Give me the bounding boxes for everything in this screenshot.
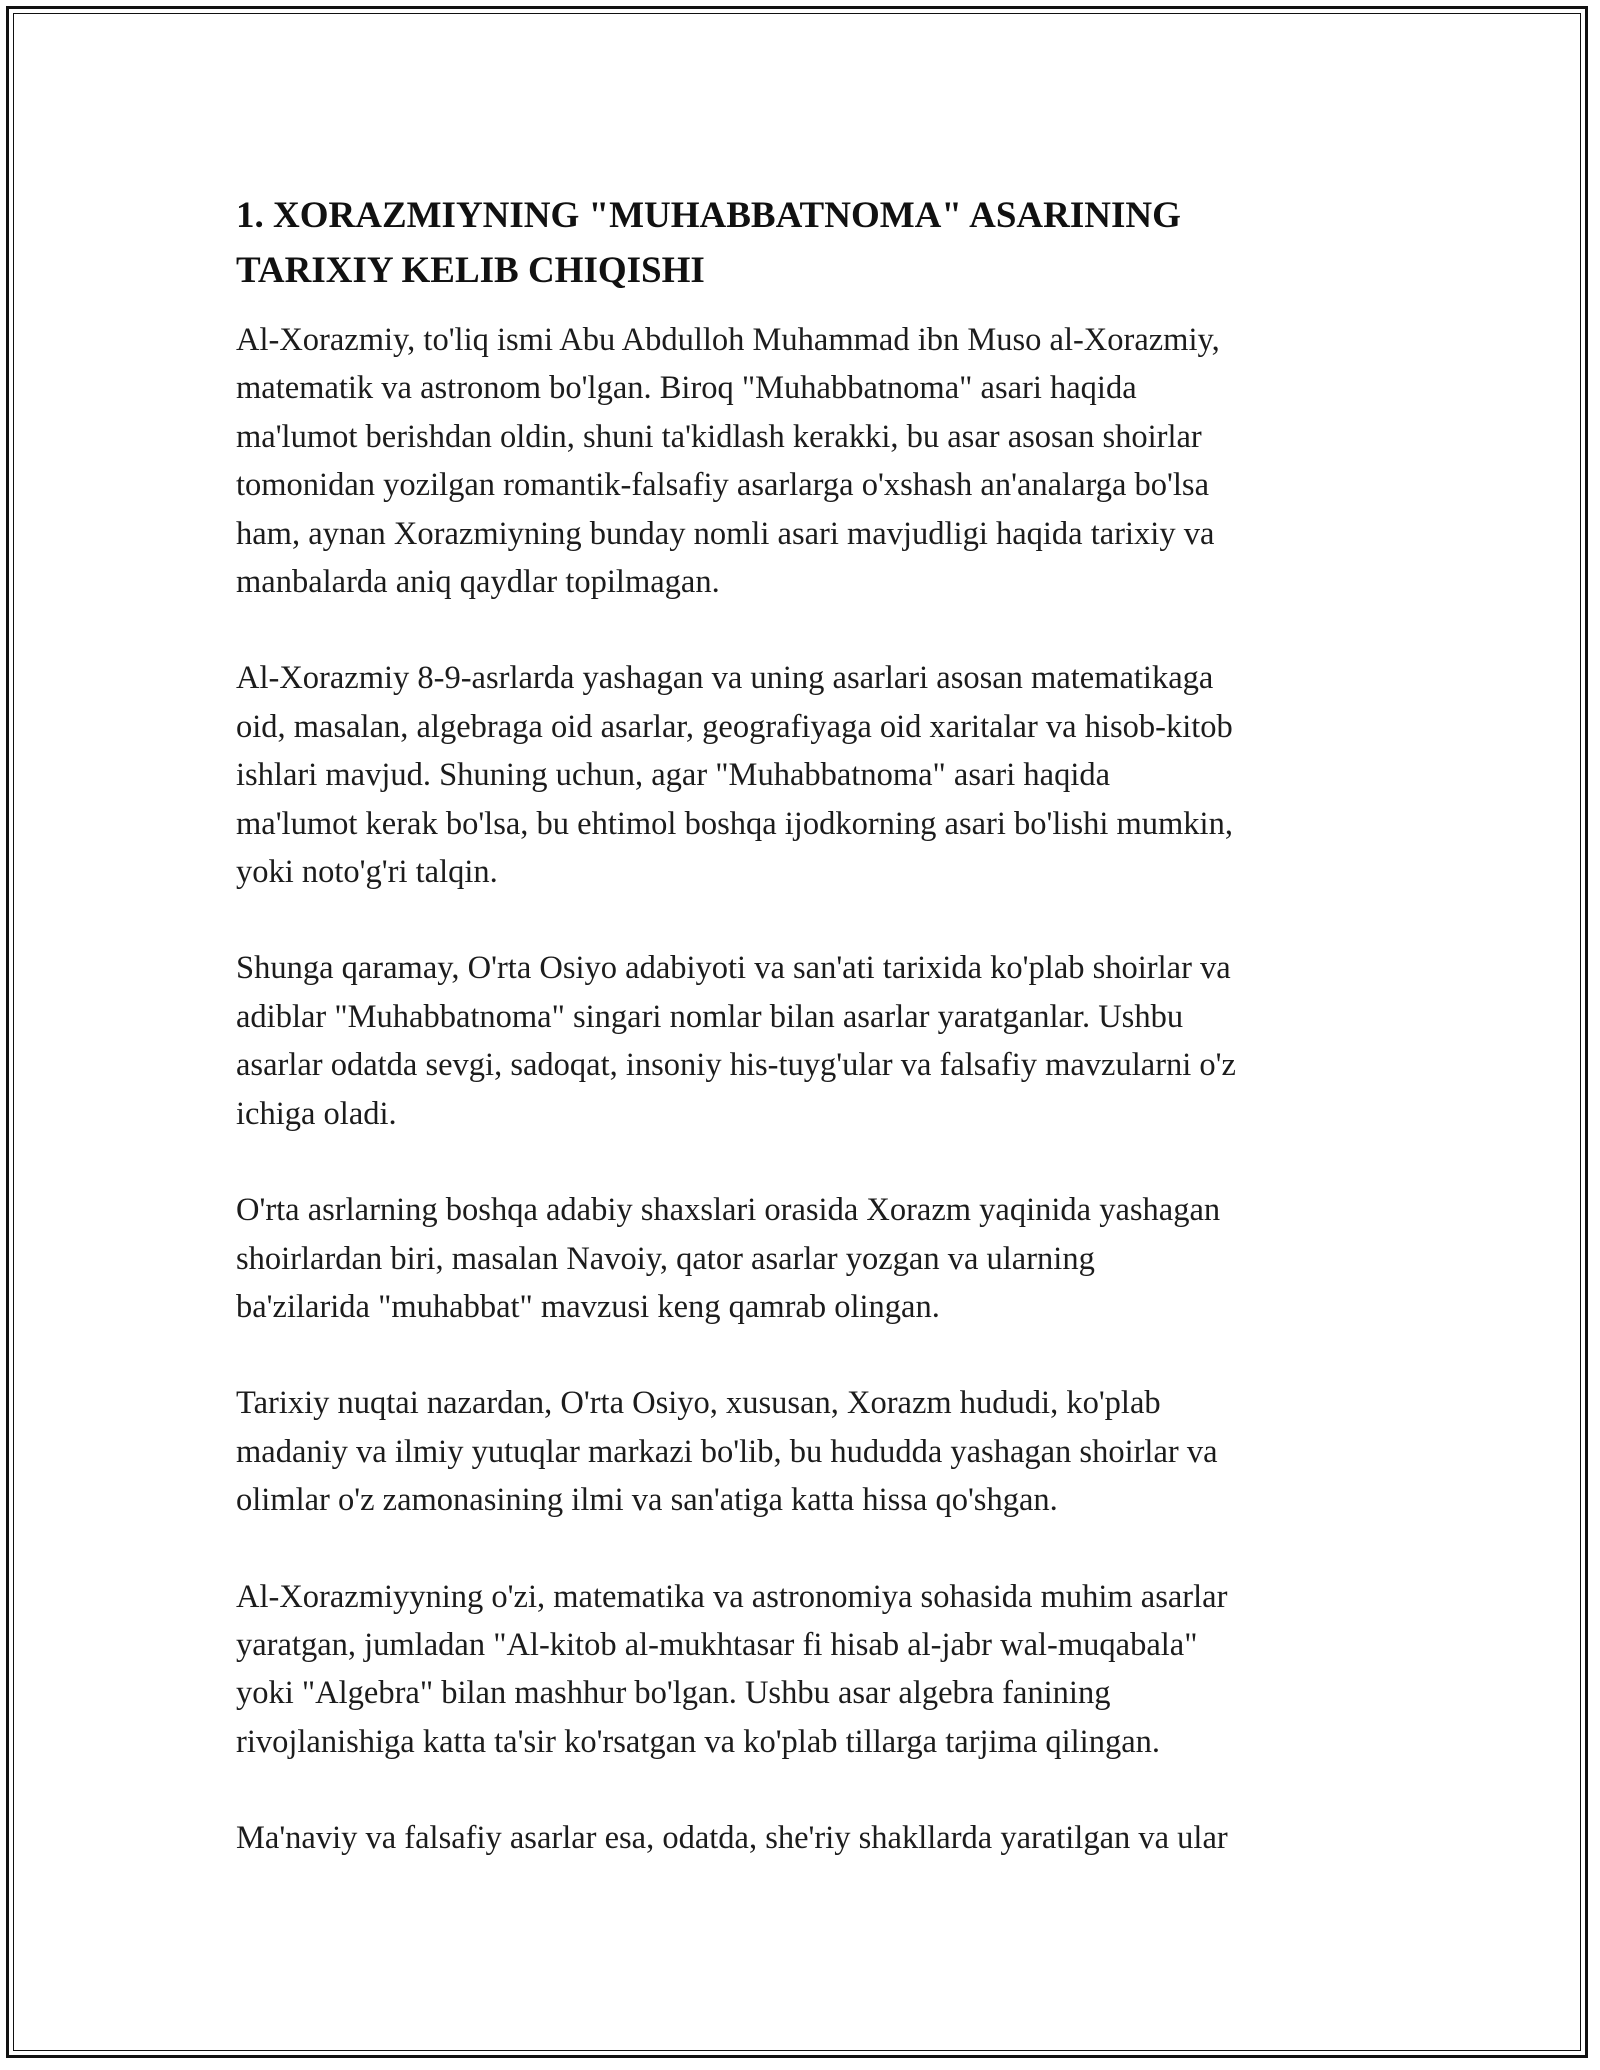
paragraph-2: Al-Xorazmiy 8-9-asrlarda yashagan va uning asarlari asosan matematikaga oid, masalan, algebraga oid asarlar, geografiyaga oid xaritalar va hisob-kitob ishlari mavjud. Shuning uchun, agar "Muhabbatnoma" asari haqida ma'lumot kerak bo'lsa, bu ehtimol boshqa ijodkorning asari bo'lishi mumkin, yoki noto'g'ri talqin.	[236, 660, 1233, 891]
paragraph-5: Tarixiy nuqtai nazardan, O'rta Osiyo, xususan, Xorazm hududi, ko'plab madaniy va ilmiy yutuqlar markazi bo'lib, bu hududda yashagan shoirlar va olimlar o'z zamonasining ilmi va san'atiga katta hissa qo'shgan.	[236, 1385, 1218, 1519]
paragraph-6: Al-Xorazmiyyning o'zi, matematika va astronomiya sohasida muhim asarlar yaratgan, jumladan "Al-kitob al-mukhtasar fi hisab al-jabr wal-muqabala" yoki "Algebra" bilan mashhur bo'lgan. Ushbu asar algebra fanining rivojlanishiga katta ta'sir ko'rsatgan va ko'plab tillarga tarjima qilingan.	[236, 1578, 1228, 1760]
paragraph-7: Ma'naviy va falsafiy asarlar esa, odatda, she'riy shakllarda yaratilgan va ular	[236, 1820, 1228, 1857]
paragraph-3: Shunga qaramay, O'rta Osiyo adabiyoti va san'ati tarixida ko'plab shoirlar va adiblar "Muhabbatnoma" singari nomlar bilan asarlar yaratganlar. Ushbu asarlar odatda sevgi, sadoqat, insoniy his-tuyg'ular va falsafiy mavzularni o'z ichiga oladi.	[236, 950, 1236, 1132]
paragraph-4: O'rta asrlarning boshqa adabiy shaxslari orasida Xorazm yaqinida yashagan shoirlardan biri, masalan Navoiy, qator asarlar yozgan va ularning ba'zilarida "muhabbat" mavzusi keng qamrab olingan.	[236, 1192, 1221, 1325]
document-body	[236, 188, 1416, 1911]
document-title-line-2: TARIXIY KELIB CHIQISHI	[236, 250, 705, 291]
document-title-line-1: 1. XORAZMIYNING "MUHABBATNOMA" ASARINING	[236, 195, 1181, 236]
document-title	[236, 188, 1416, 298]
paragraph-1: Al-Xorazmiy, to'liq ismi Abu Abdulloh Muhammad ibn Muso al-Xorazmiy, matematik va astronom bo'lgan. Biroq "Muhabbatnoma" asari haqida ma'lumot berishdan oldin, shuni ta'kidlash kerakki, bu asar asosan shoirlar tomonidan yozilgan romantik-falsafiy asarlarga o'xshash an'analarga bo'lsa ham, aynan Xorazmiyning bunday nomli asari mavjudligi haqida tarixiy va manbalarda aniq qaydlar topilmagan.	[236, 322, 1220, 601]
